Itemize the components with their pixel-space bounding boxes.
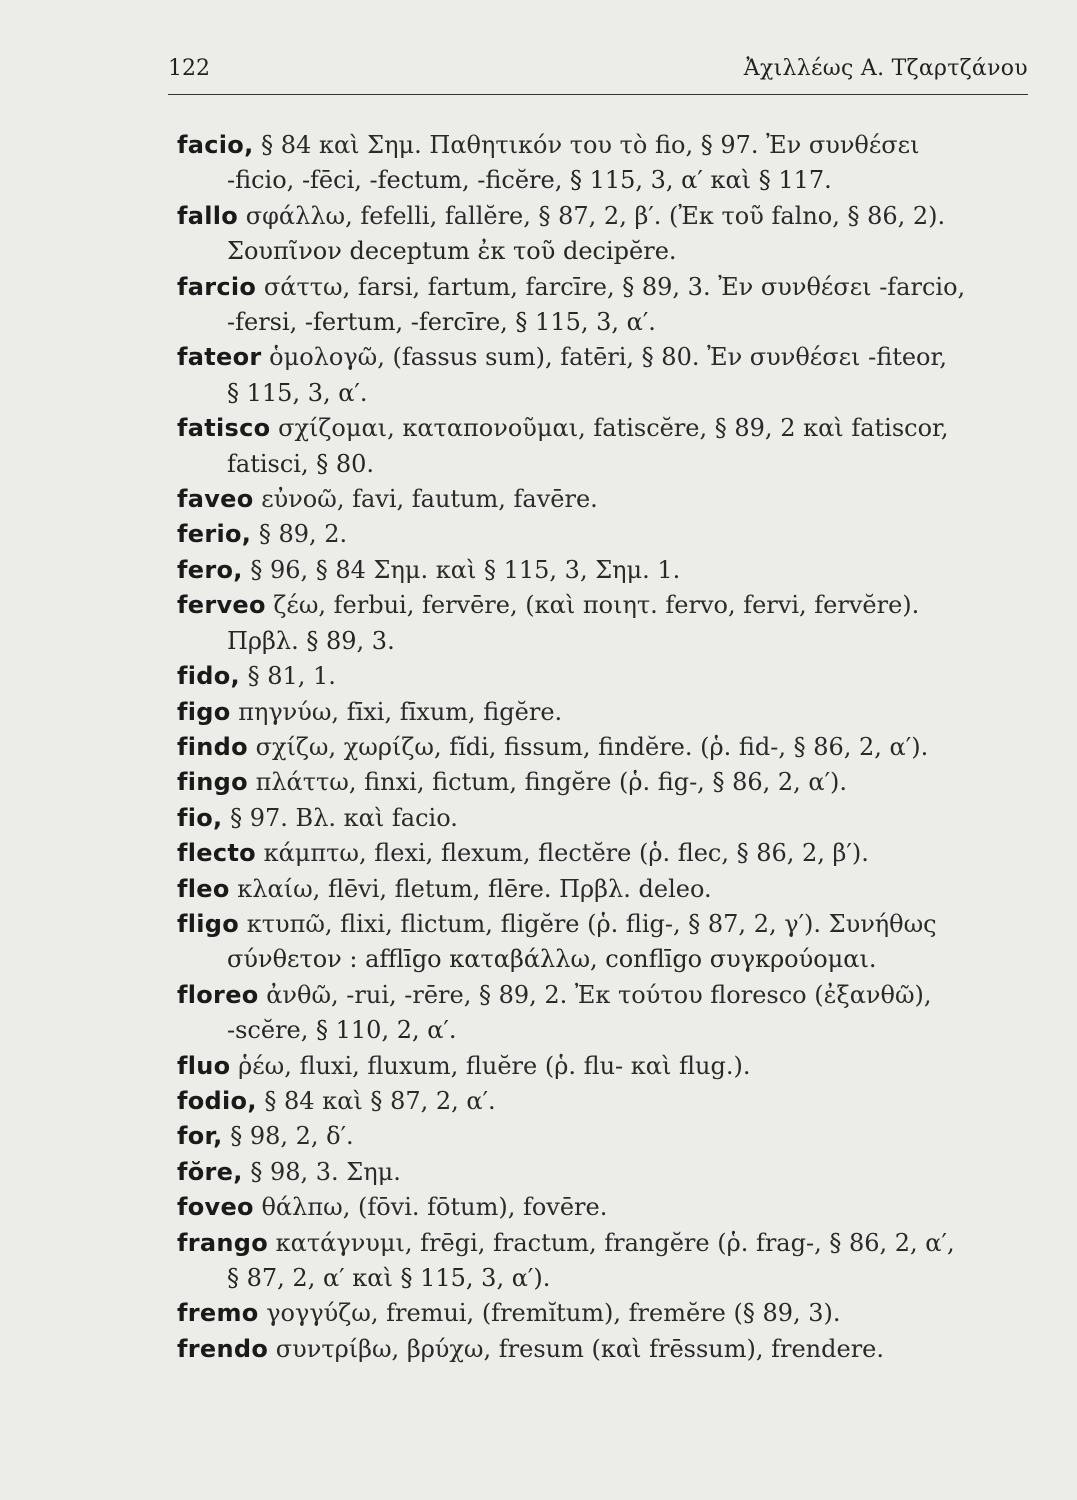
entry-text: § 98, 2, δ′.: [230, 1122, 354, 1151]
entry: [177, 765, 1037, 800]
headword: floreo: [177, 980, 259, 1009]
entry-text: κτυπῶ, flixi, flictum, fligĕre (ῥ. flig-, § 87, 2, γ′). Συνήθως: [246, 909, 937, 938]
headword: fero,: [177, 555, 243, 584]
entry: [177, 1049, 1037, 1084]
entry-text: § 98, 3. Σημ.: [250, 1157, 401, 1186]
headword: fatisco: [177, 414, 271, 443]
headword: fido,: [177, 662, 240, 691]
entry-text: σφάλλω, fefelli, fallĕre, § 87, 2, β′. (Ἐκ τοῦ falno, § 86, 2).: [245, 201, 946, 230]
entry: [177, 659, 1037, 694]
headword: frango: [177, 1228, 269, 1257]
entry-text: πηγνύω, fīxi, fīxum, figĕre.: [238, 697, 563, 726]
headword: fluo: [177, 1051, 231, 1080]
entry-list: [177, 128, 1037, 1367]
headword: frendo: [177, 1334, 269, 1363]
entry-continuation: σύνθετον : afflīgo καταβάλλω, conflīgo συγκρούομαι.: [227, 945, 877, 974]
entry-continuation: § 115, 3, α′.: [227, 378, 368, 407]
entry-continuation: -fersi, -fertum, -fercīre, § 115, 3, α′.: [227, 308, 656, 337]
entry: [177, 340, 1037, 411]
headword: fateor: [177, 343, 262, 372]
entry-continuation: Πρβλ. § 89, 3.: [227, 626, 395, 655]
entry: [177, 1332, 1037, 1367]
headword: flecto: [177, 839, 256, 868]
headword: foveo: [177, 1193, 254, 1222]
headword: ferveo: [177, 591, 266, 620]
entry: [177, 1119, 1037, 1154]
entry-text: § 97. Βλ. καὶ facio.: [230, 803, 458, 832]
page-header: [168, 56, 1028, 96]
headword: fio,: [177, 803, 223, 832]
entry-text: § 84 καὶ § 87, 2, α′.: [264, 1086, 496, 1115]
entry: [177, 978, 1037, 1049]
entry-text: ζέω, ferbui, fervēre, (καὶ ποιητ. fervo, fervi, fervĕre).: [273, 591, 920, 620]
entry-text: ῥέω, fluxi, fluxum, fluĕre (ῥ. flu- καὶ flug.).: [238, 1051, 751, 1080]
entry: [177, 1155, 1037, 1190]
headword: fremo: [177, 1299, 259, 1328]
entry-text: § 96, § 84 Σημ. καὶ § 115, 3, Σημ. 1.: [250, 555, 681, 584]
entry-text: κατάγνυμι, frēgi, fractum, frangĕre (ῥ. frag-, § 86, 2, α′,: [275, 1228, 955, 1257]
headword: figo: [177, 697, 231, 726]
entry-continuation: -scĕre, § 110, 2, α′.: [227, 1016, 457, 1045]
headword: ferio,: [177, 520, 252, 549]
entry-text: ἀνθῶ, -rui, -rēre, § 89, 2. Ἐκ τούτου floresco (ἐξανθῶ),: [266, 980, 932, 1009]
entry-text: σχίζομαι, καταπονοῦμαι, fatiscĕre, § 89, 2 καὶ fatiscor,: [278, 414, 949, 443]
header-rule: [168, 94, 1028, 95]
entry-text: σάττω, farsi, fartum, farcīre, § 89, 3. Ἐν συνθέσει -farcio,: [263, 272, 966, 301]
entry: [177, 695, 1037, 730]
entry: [177, 801, 1037, 836]
entry: [177, 588, 1037, 659]
entry: [177, 199, 1037, 270]
headword: findo: [177, 732, 248, 761]
entry: [177, 270, 1037, 341]
page-number: 122: [168, 56, 210, 81]
entry: [177, 553, 1037, 588]
headword: fallo: [177, 201, 239, 230]
entry-text: εὐνοῶ, favi, fautum, favēre.: [261, 485, 598, 514]
entry-text: ὁμολογῶ, (fassus sum), fatēri, § 80. Ἐν συνθέσει -fiteor,: [269, 343, 947, 372]
entry-text: πλάττω, finxi, fictum, fingĕre (ῥ. fig-, § 86, 2, α′).: [255, 768, 848, 797]
entry-text: σχίζω, χωρίζω, fĭdi, fissum, findĕre. (ῥ. fid-, § 86, 2, α′).: [255, 732, 929, 761]
entry-text: § 81, 1.: [247, 662, 336, 691]
entry-text: § 89, 2.: [258, 520, 348, 549]
entry-text: κάμπτω, flexi, flexum, flectĕre (ῥ. flec, § 86, 2, β′).: [263, 839, 869, 868]
entry: [177, 872, 1037, 907]
entry-continuation: Σουπῖνον deceptum ἐκ τοῦ decipĕre.: [227, 237, 677, 266]
entry: [177, 411, 1037, 482]
entry-text: γογγύζω, fremui, (fremĭtum), fremĕre (§ 89, 3).: [266, 1299, 841, 1328]
entry-continuation: -ficio, -fēci, -fectum, -ficĕre, § 115, 3, α′ καὶ § 117.: [227, 166, 832, 195]
headword: for,: [177, 1122, 223, 1151]
headword: fligo: [177, 909, 240, 938]
entry: [177, 517, 1037, 552]
entry-text: συντρίβω, βρύχω, fresum (καὶ frēssum), frendere.: [275, 1334, 884, 1363]
running-head: Ἀχιλλέως Α. Τζαρτζάνου: [743, 56, 1028, 81]
entry-continuation: § 87, 2, α′ καὶ § 115, 3, α′).: [227, 1264, 551, 1292]
entry-text: § 84 καὶ Σημ. Παθητικόν του τὸ fio, § 97. Ἐν συνθέσει: [261, 131, 920, 159]
entry: [177, 128, 1037, 199]
headword: fodio,: [177, 1086, 257, 1115]
entry-continuation: fatisci, § 80.: [227, 449, 374, 478]
entry: [177, 1226, 1037, 1297]
headword: facio,: [177, 131, 254, 159]
entry: [177, 836, 1037, 871]
headword: fŏre,: [177, 1157, 243, 1186]
entry-text: θάλπω, (fōvi. fōtum), fovēre.: [261, 1193, 608, 1222]
headword: fleo: [177, 874, 230, 903]
headword: fingo: [177, 768, 248, 797]
entry: [177, 907, 1037, 978]
headword: faveo: [177, 485, 254, 514]
entry: [177, 1084, 1037, 1119]
entry: [177, 482, 1037, 517]
entry: [177, 1190, 1037, 1225]
entry-text: κλαίω, flēvi, fletum, flēre. Πρβλ. deleo.: [237, 874, 712, 903]
entry: [177, 730, 1037, 765]
entry: [177, 1296, 1037, 1331]
headword: farcio: [177, 272, 257, 301]
